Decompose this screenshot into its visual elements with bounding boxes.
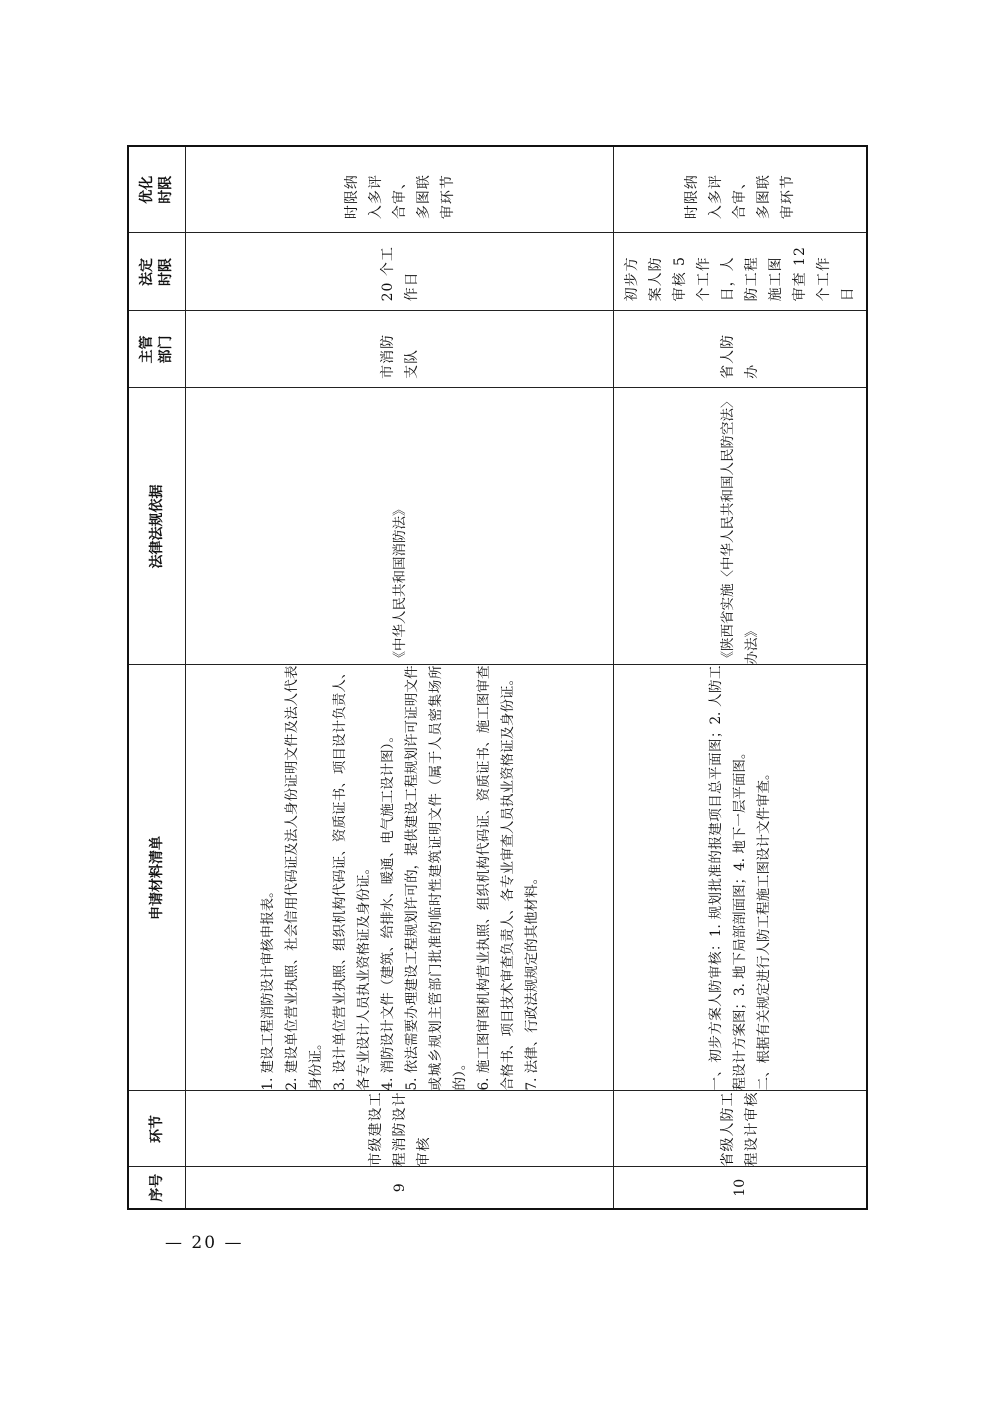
row-dept xyxy=(614,311,867,388)
row-optimize xyxy=(614,146,867,233)
material-line: 7. 法律、行政法规规定的其他材料。 xyxy=(523,870,540,1091)
material-line: 6. 施工图审图机构营业执照、组织机构代码证、资质证书、施工图审查合格书、项目技术审查负责人、各专业审查人员执业资格证及身份证。 xyxy=(475,665,516,1091)
header-dept xyxy=(128,311,186,388)
row-stage xyxy=(614,1091,867,1167)
row-legal-time-text: 20 个工作日 xyxy=(379,246,420,302)
row-legal-time xyxy=(614,233,867,311)
header-materials: 申请材料清单 xyxy=(128,665,186,1091)
row-legal-time xyxy=(186,233,614,311)
row-legal-time-text: 初步方案人防审核 5 个工作日，人防工程施工图审查 12 个工作日 xyxy=(623,246,856,302)
row-dept xyxy=(186,311,614,388)
material-line: 二、根据有关规定进行人防工程施工图设计文件审查。 xyxy=(755,766,772,1091)
row-optimize xyxy=(186,146,614,233)
approval-table xyxy=(127,145,868,1210)
row-law: 《中华人民共和国消防法》 xyxy=(186,388,614,665)
row-optimize-text: 时限纳入多评合审、多图联审环节 xyxy=(683,174,796,220)
row-dept-text: 市消防支队 xyxy=(379,333,420,379)
header-optimize-label: 优化时限 xyxy=(139,175,174,204)
row-seq: 9 xyxy=(186,1167,614,1209)
material-line: 一、初步方案人防审核：1. 规划批准的报建项目总平面图；2. 人防工程设计方案图；3. 地下局部剖面图；4. 地下一层平面图。 xyxy=(707,665,748,1091)
header-dept-label: 主管部门 xyxy=(139,335,174,364)
rotated-table-wrapper xyxy=(127,147,864,1210)
header-stage: 环节 xyxy=(128,1091,186,1167)
material-line: 1. 建设工程消防设计审核申报表。 xyxy=(259,884,276,1091)
material-line: 5. 依法需要办理建设工程规划许可的，提供建设工程规划许可证明文件或城乡规划主管部门批准的临时性建筑证明文件（属于人员密集场所的）。 xyxy=(403,665,468,1091)
row-dept-text: 省人防办 xyxy=(719,333,760,379)
material-line: 3. 设计单位营业执照、组织机构代码证、资质证书、项目设计负责人、各专业设计人员执业资格证及身份证。 xyxy=(331,665,372,1091)
table-row xyxy=(614,146,867,1209)
material-line: 2. 建设单位营业执照、社会信用代码证及法人身份证明文件及法人代表身份证。 xyxy=(283,665,324,1091)
header-legal-time xyxy=(128,233,186,311)
row-law: 《陕西省实施〈中华人民共和国人民防空法〉办法》 xyxy=(614,388,867,665)
row-seq: 10 xyxy=(614,1167,867,1209)
row-stage xyxy=(186,1091,614,1167)
material-line: 4. 消防设计文件（建筑、给排水、暖通、电气施工设计图）。 xyxy=(379,729,396,1091)
header-legal-time-label: 法定时限 xyxy=(139,258,174,287)
row-stage-text: 省级人防工程设计审核 xyxy=(719,1091,760,1167)
header-seq: 序号 xyxy=(128,1167,186,1209)
header-law: 法律法规依据 xyxy=(128,388,186,665)
row-materials xyxy=(186,665,614,1091)
header-optimize xyxy=(128,146,186,233)
row-optimize-text: 时限纳入多评合审、多图联审环节 xyxy=(343,174,456,220)
page-number: — 20 — xyxy=(165,1233,244,1253)
table-row xyxy=(186,146,614,1209)
row-stage-text: 市级建设工程消防设计审核 xyxy=(367,1091,432,1167)
header-row xyxy=(128,146,186,1209)
row-materials xyxy=(614,665,867,1091)
